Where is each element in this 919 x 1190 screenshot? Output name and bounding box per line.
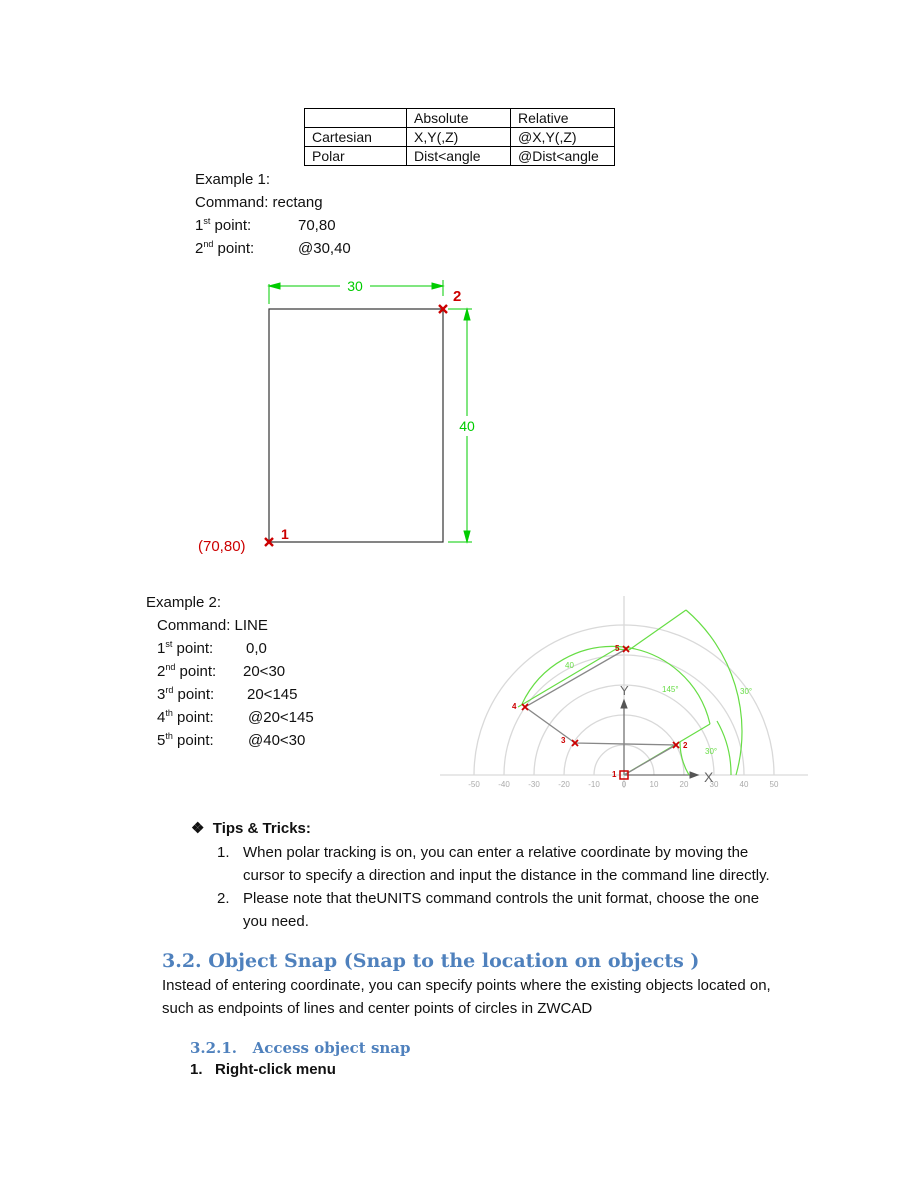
- ordinal-suffix: nd: [203, 239, 214, 249]
- example2-point-value: @40<30: [248, 732, 306, 749]
- rectangle-shape: [269, 309, 443, 542]
- table-cell: Cartesian: [305, 128, 407, 147]
- example2-point-value: 20<30: [243, 663, 286, 680]
- polar-figure: [440, 596, 810, 796]
- point-suffix: point:: [213, 240, 255, 257]
- section-paragraph-line: Instead of entering coordinate, you can specify points where the existing objects located on,: [162, 977, 771, 994]
- tick-label: 10: [649, 780, 659, 789]
- ordinal-suffix: nd: [165, 662, 176, 672]
- tip-number: 2.: [217, 890, 230, 907]
- ordinal-suffix: th: [165, 731, 173, 741]
- marker-number: 5: [615, 644, 620, 653]
- tip-text-line: Please note that theUNITS command controls the unit format, choose the one: [243, 890, 760, 907]
- tick-label: 40: [739, 780, 749, 789]
- table-cell: [305, 109, 407, 128]
- ordinal-number: 2: [195, 240, 204, 257]
- section-heading: 3.2. Object Snap (Snap to the location on objects ): [162, 950, 700, 972]
- example2-title: Example 2:: [146, 594, 222, 611]
- ordinal-suffix: rd: [165, 685, 174, 695]
- example2-point-label: [157, 640, 213, 658]
- table-cell: Dist<angle: [407, 147, 511, 166]
- table-header-row: [305, 109, 615, 128]
- subsection-heading: 3.2.1. Access object snap: [190, 1039, 411, 1057]
- point-suffix: point:: [172, 709, 214, 726]
- table-cell: X,Y(,Z): [407, 128, 511, 147]
- example2-point-label: [157, 709, 214, 727]
- table-cell: Absolute: [407, 109, 511, 128]
- start-point-label: (70,80): [198, 538, 246, 555]
- ucs-axes: [621, 700, 698, 778]
- example2-point-label: [157, 686, 214, 704]
- example1-point2-value: @30,40: [298, 240, 351, 257]
- table-cell: Polar: [305, 147, 407, 166]
- tick-label: 0: [621, 780, 627, 789]
- marker-number: 3: [561, 736, 566, 745]
- tick-label: -20: [558, 780, 570, 789]
- ordinal-number: 4: [157, 709, 166, 726]
- section-paragraph-line: such as endpoints of lines and center points of circles in ZWCAD: [162, 1000, 593, 1017]
- ordinal-suffix: st: [165, 639, 173, 649]
- table-row: [305, 147, 615, 166]
- tip-number: 1.: [217, 844, 230, 861]
- marker-number: 2: [683, 741, 688, 750]
- ordinal-number: 3: [157, 686, 166, 703]
- example1-point1-value: 70,80: [298, 217, 336, 234]
- length-label-40: 40: [565, 661, 574, 670]
- tip-text-line: When polar tracking is on, you can enter a relative coordinate by moving the: [243, 844, 749, 861]
- tip-text-line: you need.: [243, 913, 309, 930]
- tick-label: -50: [468, 780, 480, 789]
- ordinal-suffix: th: [165, 708, 173, 718]
- ordinal-number: 2: [157, 663, 166, 680]
- axis-tick-labels: [468, 780, 779, 789]
- tips-heading: [191, 820, 311, 838]
- table-cell: @Dist<angle: [511, 147, 615, 166]
- table-cell: @X,Y(,Z): [511, 128, 615, 147]
- table-cell: Relative: [511, 109, 615, 128]
- diamond-bullet-icon: ❖: [191, 820, 205, 837]
- example1-point1-label: [195, 217, 251, 235]
- tips-title: Tips & Tricks:: [212, 820, 311, 837]
- coordinate-table: [304, 108, 615, 166]
- axis-y-label: Y: [620, 683, 629, 698]
- tick-label: -30: [528, 780, 540, 789]
- point-suffix: point:: [173, 686, 215, 703]
- axis-x-label: X: [704, 769, 714, 785]
- point-markers: [522, 646, 679, 748]
- example1-command: Command: rectang: [195, 194, 323, 211]
- point-suffix: point:: [175, 663, 217, 680]
- width-dim-label: 30: [347, 278, 363, 294]
- ordinal-number: 1: [195, 217, 204, 234]
- marker-number-2: 2: [453, 288, 462, 305]
- example2-point-label: [157, 732, 214, 750]
- height-dim-label: 40: [459, 418, 475, 434]
- list-item: 1. Right-click menu: [190, 1061, 336, 1078]
- marker-number: 4: [512, 702, 517, 711]
- angle-label-30-large: 30°: [740, 687, 753, 696]
- tip-text-line: cursor to specify a direction and input the distance in the command line directly.: [243, 867, 770, 884]
- rectangle-figure: [190, 276, 490, 561]
- tick-label: -40: [498, 780, 510, 789]
- example2-point-value: @20<145: [248, 709, 314, 726]
- angle-label-30-small: 30°: [705, 747, 718, 756]
- point-suffix: point:: [172, 640, 214, 657]
- point-suffix: point:: [172, 732, 214, 749]
- example2-point-value: 20<145: [247, 686, 298, 703]
- angle-label-145: 145°: [662, 685, 679, 694]
- tick-label: -10: [588, 780, 600, 789]
- tick-label: 20: [679, 780, 689, 789]
- example1-title: Example 1:: [195, 171, 271, 188]
- tick-label: 50: [769, 780, 779, 789]
- ordinal-number: 5: [157, 732, 166, 749]
- ordinal-suffix: st: [203, 216, 211, 226]
- point-suffix: point:: [210, 217, 252, 234]
- example2-point-label: [157, 663, 216, 681]
- example2-point-value: 0,0: [246, 640, 267, 657]
- marker-number-1: 1: [281, 526, 289, 542]
- example2-command: Command: LINE: [157, 617, 268, 634]
- table-row: [305, 128, 615, 147]
- example1-point2-label: [195, 240, 254, 258]
- tick-label: 30: [709, 780, 719, 789]
- marker-number: 1: [612, 770, 617, 779]
- ordinal-number: 1: [157, 640, 166, 657]
